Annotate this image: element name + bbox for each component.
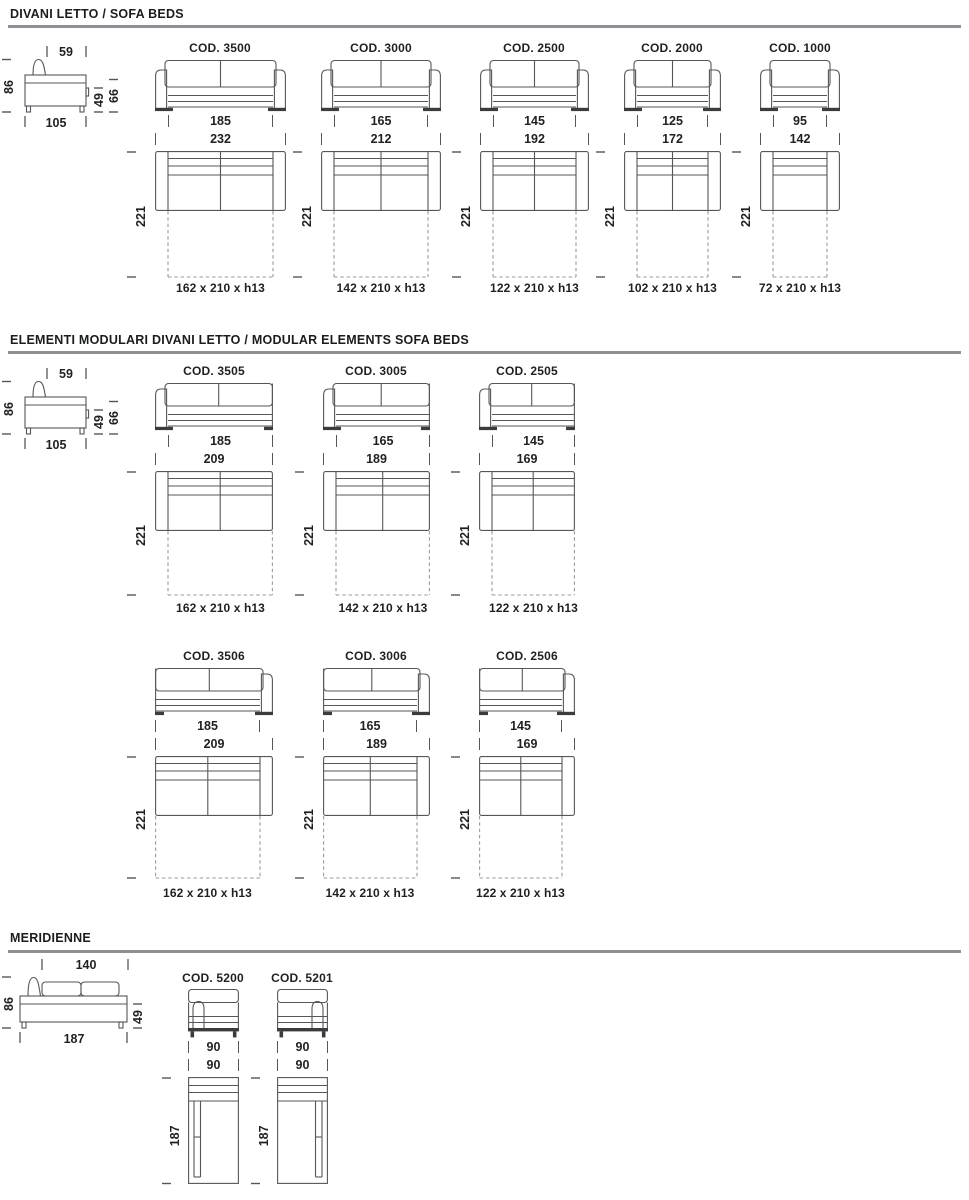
dim-tick [574, 453, 575, 465]
seat-width-dim [323, 719, 417, 734]
svg-text:66: 66 [107, 411, 121, 425]
svg-text:59: 59 [59, 367, 73, 381]
model-code: COD. 1000 [769, 41, 831, 55]
seat-width-dim [637, 114, 708, 129]
dim-tick [272, 435, 273, 447]
model-code: COD. 3000 [350, 41, 412, 55]
dim-tick [479, 453, 480, 465]
front-view-drawing [323, 381, 430, 431]
top-view-drawing [289, 756, 430, 880]
svg-text:66: 66 [107, 89, 121, 103]
front-view-drawing [624, 58, 721, 112]
dim-tick [323, 453, 324, 465]
dim-tick [561, 720, 562, 732]
dim-value: 189 [366, 452, 387, 466]
svg-text:221: 221 [300, 206, 314, 227]
svg-text:187: 187 [168, 1125, 182, 1147]
dim-tick [277, 1059, 278, 1071]
dim-value: 209 [203, 452, 225, 466]
svg-text:49: 49 [92, 415, 106, 429]
front-view-drawing [155, 58, 286, 112]
front-view-drawing [188, 986, 239, 1038]
seat-width-dim [168, 114, 273, 129]
dim-tick [259, 720, 260, 732]
seat-width-dim [336, 434, 430, 449]
model-code: COD. 5200 [182, 971, 244, 985]
side-view-drawing [0, 956, 150, 1054]
section-title-meridienne: MERIDIENNE [10, 931, 91, 945]
front-view-drawing [323, 666, 430, 716]
dim-value: 90 [206, 1058, 221, 1072]
dim-tick [574, 738, 575, 750]
dim-value: 212 [370, 132, 392, 146]
svg-text:221: 221 [134, 809, 148, 830]
dim-value: 165 [372, 434, 394, 448]
dim-value: 142 [789, 132, 811, 146]
front-width-dim [188, 1040, 239, 1055]
dim-tick [492, 435, 493, 447]
dim-tick [155, 720, 156, 732]
dim-tick [707, 115, 708, 127]
top-view-drawing [445, 756, 575, 880]
seat-width-dim [155, 719, 260, 734]
overall-width-dim [321, 132, 441, 147]
seat-width-dim [168, 434, 273, 449]
overall-width-dim [155, 132, 286, 147]
dim-tick [720, 133, 721, 145]
dim-tick [624, 133, 625, 145]
svg-text:49: 49 [131, 1010, 145, 1024]
dim-tick [188, 1041, 189, 1053]
dim-tick [760, 133, 761, 145]
overall-width-dim [155, 737, 273, 752]
section-divider [8, 950, 961, 953]
top-view-drawing [726, 151, 840, 279]
dim-value: 145 [524, 114, 545, 128]
dim-value: 192 [524, 132, 545, 146]
dim-tick [155, 738, 156, 750]
svg-text:105: 105 [45, 438, 67, 452]
dim-value: 90 [206, 1040, 221, 1054]
svg-text:221: 221 [603, 206, 617, 227]
top-view-drawing [121, 151, 286, 279]
svg-text:49: 49 [92, 93, 106, 107]
front-view-drawing [479, 381, 575, 431]
bed-size: 162 x 210 x h13 [176, 281, 265, 295]
dim-tick [336, 435, 337, 447]
seat-width-dim [479, 719, 562, 734]
svg-text:221: 221 [458, 809, 472, 830]
bed-size: 142 x 210 x h13 [338, 601, 428, 615]
top-view-drawing [446, 151, 589, 279]
dim-tick [479, 738, 480, 750]
model-code: COD. 3506 [183, 649, 245, 663]
top-width-dim [188, 1058, 239, 1073]
top-view-drawing [121, 471, 273, 597]
svg-text:140: 140 [75, 958, 97, 972]
model-code: COD. 2000 [641, 41, 703, 55]
dim-tick [155, 133, 156, 145]
dim-value: 189 [366, 737, 387, 751]
top-view-drawing [158, 1077, 239, 1185]
dim-tick [479, 720, 480, 732]
dim-tick [168, 115, 169, 127]
dim-tick [238, 1059, 239, 1071]
dim-tick [773, 115, 774, 127]
top-view-drawing [247, 1077, 328, 1185]
dim-tick [155, 453, 156, 465]
overall-width-dim [760, 132, 840, 147]
overall-width-dim [624, 132, 721, 147]
model-code: COD. 2506 [496, 649, 558, 663]
dim-value: 232 [210, 132, 231, 146]
dim-value: 185 [210, 434, 231, 448]
dim-value: 90 [295, 1058, 310, 1072]
dim-tick [277, 1041, 278, 1053]
svg-text:105: 105 [45, 116, 67, 130]
section-divider [8, 25, 961, 28]
dim-value: 145 [523, 434, 544, 448]
svg-text:221: 221 [134, 206, 148, 227]
svg-text:86: 86 [2, 80, 16, 94]
section-title-sofa-beds: DIVANI LETTO / SOFA BEDS [10, 7, 184, 21]
dim-tick [272, 738, 273, 750]
dim-tick [839, 133, 840, 145]
overall-width-dim [479, 737, 575, 752]
dim-tick [334, 115, 335, 127]
front-view-drawing [277, 986, 328, 1038]
dim-tick [429, 453, 430, 465]
seat-width-dim [493, 114, 576, 129]
svg-text:59: 59 [59, 45, 73, 59]
top-view-drawing [121, 756, 273, 880]
dim-tick [588, 133, 589, 145]
model-code: COD. 3006 [345, 649, 407, 663]
top-view-drawing [289, 471, 430, 597]
dim-value: 172 [662, 132, 683, 146]
svg-text:187: 187 [63, 1032, 85, 1046]
front-width-dim [277, 1040, 328, 1055]
model-code: COD. 5201 [271, 971, 333, 985]
top-width-dim [277, 1058, 328, 1073]
overall-width-dim [155, 452, 273, 467]
dim-tick [429, 435, 430, 447]
dim-value: 185 [197, 719, 218, 733]
model-code: COD. 3005 [345, 364, 407, 378]
dim-value: 125 [662, 114, 683, 128]
section-divider [8, 351, 961, 354]
dim-tick [575, 115, 576, 127]
overall-width-dim [479, 452, 575, 467]
top-view-drawing [287, 151, 441, 279]
dim-tick [574, 435, 575, 447]
model-code: COD. 2500 [503, 41, 565, 55]
svg-text:187: 187 [257, 1125, 271, 1147]
top-view-drawing [445, 471, 575, 597]
dim-tick [168, 435, 169, 447]
dim-value: 209 [203, 737, 225, 751]
dim-value: 169 [516, 452, 538, 466]
svg-text:86: 86 [2, 997, 16, 1011]
front-view-drawing [155, 666, 273, 716]
dim-tick [188, 1059, 189, 1071]
seat-width-dim [492, 434, 575, 449]
overall-width-dim [480, 132, 589, 147]
dim-tick [637, 115, 638, 127]
svg-text:221: 221 [302, 809, 316, 830]
dim-tick [493, 115, 494, 127]
front-view-drawing [480, 58, 589, 112]
dim-tick [416, 720, 417, 732]
side-view-drawing [0, 44, 126, 136]
bed-size: 162 x 210 x h13 [163, 886, 252, 900]
dim-tick [480, 133, 481, 145]
seat-width-dim [334, 114, 428, 129]
svg-text:221: 221 [739, 206, 753, 227]
svg-text:221: 221 [302, 525, 316, 546]
dim-tick [285, 133, 286, 145]
bed-size: 142 x 210 x h13 [325, 886, 415, 900]
dim-value: 169 [516, 737, 538, 751]
model-code: COD. 3505 [183, 364, 245, 378]
bed-size: 122 x 210 x h13 [489, 601, 578, 615]
bed-size: 122 x 210 x h13 [490, 281, 579, 295]
top-view-drawing [590, 151, 721, 279]
dim-tick [327, 1041, 328, 1053]
side-view-drawing [0, 366, 126, 458]
bed-size: 162 x 210 x h13 [176, 601, 265, 615]
overall-width-dim [323, 452, 430, 467]
dim-value: 90 [295, 1040, 310, 1054]
seat-width-dim [773, 114, 827, 129]
front-view-drawing [155, 381, 273, 431]
section-title-modular: ELEMENTI MODULARI DIVANI LETTO / MODULAR ELEMENTS SOFA BEDS [10, 333, 469, 347]
bed-size: 102 x 210 x h13 [628, 281, 717, 295]
dim-value: 165 [359, 719, 381, 733]
dim-value: 145 [510, 719, 531, 733]
bed-size: 122 x 210 x h13 [476, 886, 565, 900]
dim-tick [321, 133, 322, 145]
dim-tick [427, 115, 428, 127]
bed-size: 142 x 210 x h13 [336, 281, 426, 295]
svg-text:221: 221 [134, 525, 148, 546]
svg-text:221: 221 [459, 206, 473, 227]
svg-text:221: 221 [458, 525, 472, 546]
dim-tick [826, 115, 827, 127]
dim-tick [272, 115, 273, 127]
front-view-drawing [760, 58, 840, 112]
overall-width-dim [323, 737, 430, 752]
dim-value: 185 [210, 114, 231, 128]
dim-tick [323, 738, 324, 750]
dim-tick [323, 720, 324, 732]
dim-tick [327, 1059, 328, 1071]
model-code: COD. 3500 [189, 41, 251, 55]
dim-tick [238, 1041, 239, 1053]
svg-text:86: 86 [2, 402, 16, 416]
bed-size: 72 x 210 x h13 [758, 281, 842, 295]
dim-value: 165 [370, 114, 392, 128]
dim-value: 95 [793, 114, 807, 128]
dim-tick [429, 738, 430, 750]
dim-tick [272, 453, 273, 465]
front-view-drawing [479, 666, 575, 716]
front-view-drawing [321, 58, 441, 112]
dim-tick [440, 133, 441, 145]
model-code: COD. 2505 [496, 364, 558, 378]
